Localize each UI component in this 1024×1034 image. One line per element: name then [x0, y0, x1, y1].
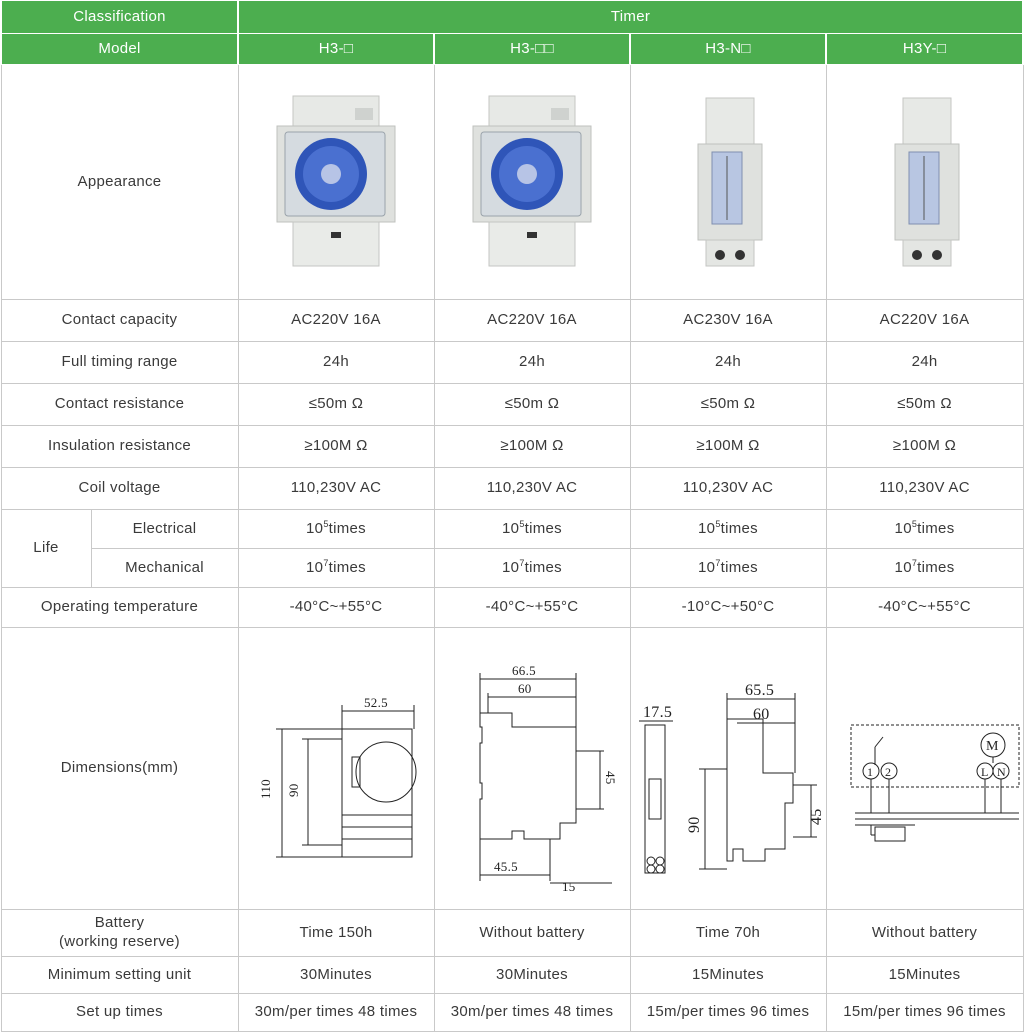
value-cell: 24h: [238, 342, 434, 384]
value-cell: $10^7times$: [238, 549, 434, 588]
value-cell: 30Minutes: [434, 957, 630, 994]
value-cell: AC220V 16A: [826, 300, 1023, 342]
timer-narrow-image: [678, 92, 778, 272]
value-cell: 110,230V AC: [630, 468, 826, 510]
value-cell: ≥100M Ω: [434, 426, 630, 468]
row-label: Coil voltage: [1, 468, 238, 510]
value-cell: -40°C~+55°C: [826, 588, 1023, 628]
timer-wide-image: [467, 92, 597, 272]
value-cell: 24h: [826, 342, 1023, 384]
svg-text:N: N: [996, 764, 1006, 779]
coil-voltage-row: [1, 468, 1023, 510]
svg-text:90: 90: [286, 782, 302, 797]
value-cell: ≤50m Ω: [434, 384, 630, 426]
value-cell: 24h: [630, 342, 826, 384]
value-cell: Time 150h: [238, 910, 434, 957]
appearance-row: [1, 65, 1023, 300]
minimum-setting-unit-row: [1, 957, 1023, 994]
svg-text:110: 110: [258, 778, 274, 799]
value-cell: AC220V 16A: [238, 300, 434, 342]
row-label: Full timing range: [1, 342, 238, 384]
dimension-drawing-1: [238, 628, 434, 910]
value-cell: Time 70h: [630, 910, 826, 957]
svg-text:45: 45: [808, 807, 826, 825]
mechanical-label: Mechanical: [91, 549, 238, 588]
model-3: H3-N□: [630, 34, 826, 65]
full-timing-range-row: [1, 342, 1023, 384]
value-cell: 110,230V AC: [826, 468, 1023, 510]
value-cell: 30m/per times 48 times: [434, 994, 630, 1032]
svg-text:65.5: 65.5: [745, 681, 775, 699]
battery-label: Battery: [94, 914, 145, 932]
svg-text:66.5: 66.5: [512, 662, 536, 678]
value-cell: ≤50m Ω: [238, 384, 434, 426]
life-electrical-row: [1, 510, 1023, 549]
value-cell: $10^5times$: [434, 510, 630, 549]
value-cell: 110,230V AC: [434, 468, 630, 510]
operating-temperature-row: [1, 588, 1023, 628]
life-label: Life: [1, 510, 91, 588]
svg-text:90: 90: [686, 815, 704, 833]
battery-sublabel: (working reserve): [59, 933, 180, 950]
dimension-diagram: [442, 639, 622, 899]
svg-text:M: M: [985, 738, 999, 754]
contact-capacity-row: [1, 300, 1023, 342]
timer-narrow-image: [875, 92, 975, 272]
value-cell: 15m/per times 96 times: [630, 994, 826, 1032]
svg-text:60: 60: [518, 680, 532, 696]
svg-text:52.5: 52.5: [364, 694, 388, 710]
value-cell: Without battery: [434, 910, 630, 957]
dimension-drawing-4: [826, 628, 1023, 910]
value-cell: 30m/per times 48 times: [238, 994, 434, 1032]
set-up-times-row: [1, 994, 1023, 1032]
row-label: Contact capacity: [1, 300, 238, 342]
model-label: Model: [1, 34, 238, 65]
value-cell: $10^5times$: [630, 510, 826, 549]
model-row: [1, 34, 1023, 65]
value-cell: ≤50m Ω: [630, 384, 826, 426]
svg-text:2: 2: [884, 764, 891, 779]
row-label: Operating temperature: [1, 588, 238, 628]
value-cell: AC230V 16A: [630, 300, 826, 342]
value-cell: 24h: [434, 342, 630, 384]
value-cell: 15m/per times 96 times: [826, 994, 1023, 1032]
value-cell: $10^7times$: [826, 549, 1023, 588]
life-mechanical-row: [1, 549, 1023, 588]
appearance-image-3: [630, 65, 826, 300]
classification-label: Classification: [1, 1, 238, 34]
timer-wide-image: [271, 92, 401, 272]
dimension-diagram: [246, 639, 426, 899]
row-label: Contact resistance: [1, 384, 238, 426]
row-label: Set up times: [1, 994, 238, 1032]
value-cell: $10^5times$: [238, 510, 434, 549]
appearance-image-4: [826, 65, 1023, 300]
row-label: Insulation resistance: [1, 426, 238, 468]
row-label: [1, 910, 238, 957]
model-2: H3-□□: [434, 34, 630, 65]
svg-text:15: 15: [562, 878, 576, 894]
dimension-drawing-2: [434, 628, 630, 910]
value-cell: $10^7times$: [630, 549, 826, 588]
value-cell: 15Minutes: [826, 957, 1023, 994]
row-label: Dimensions(mm): [1, 628, 238, 910]
svg-text:1: 1: [866, 764, 873, 779]
value-cell: $10^7times$: [434, 549, 630, 588]
value-cell: ≤50m Ω: [826, 384, 1023, 426]
svg-text:45: 45: [603, 770, 619, 785]
dimension-diagram: [633, 639, 826, 899]
value-cell: -40°C~+55°C: [434, 588, 630, 628]
svg-text:L: L: [980, 764, 989, 779]
classification-value: Timer: [238, 1, 1023, 34]
value-cell: -40°C~+55°C: [238, 588, 434, 628]
wiring-diagram: [835, 639, 1015, 899]
value-cell: ≥100M Ω: [630, 426, 826, 468]
appearance-image-2: [434, 65, 630, 300]
dimension-drawing-3: [630, 628, 826, 910]
electrical-label: Electrical: [91, 510, 238, 549]
appearance-image-1: [238, 65, 434, 300]
value-cell: AC220V 16A: [434, 300, 630, 342]
battery-row: [1, 910, 1023, 957]
value-cell: ≥100M Ω: [238, 426, 434, 468]
svg-text:45.5: 45.5: [494, 858, 518, 874]
svg-text:60: 60: [753, 705, 770, 723]
dimensions-row: [1, 628, 1023, 910]
model-4: H3Y-□: [826, 34, 1023, 65]
value-cell: 30Minutes: [238, 957, 434, 994]
value-cell: Without battery: [826, 910, 1023, 957]
value-cell: -10°C~+50°C: [630, 588, 826, 628]
insulation-resistance-row: [1, 426, 1023, 468]
value-cell: 15Minutes: [630, 957, 826, 994]
value-cell: $10^5times$: [826, 510, 1023, 549]
contact-resistance-row: [1, 384, 1023, 426]
appearance-label: Appearance: [1, 65, 238, 300]
classification-row: [1, 1, 1023, 34]
value-cell: ≥100M Ω: [826, 426, 1023, 468]
svg-text:17.5: 17.5: [643, 703, 673, 721]
row-label: Minimum setting unit: [1, 957, 238, 994]
model-1: H3-□: [238, 34, 434, 65]
value-cell: 110,230V AC: [238, 468, 434, 510]
